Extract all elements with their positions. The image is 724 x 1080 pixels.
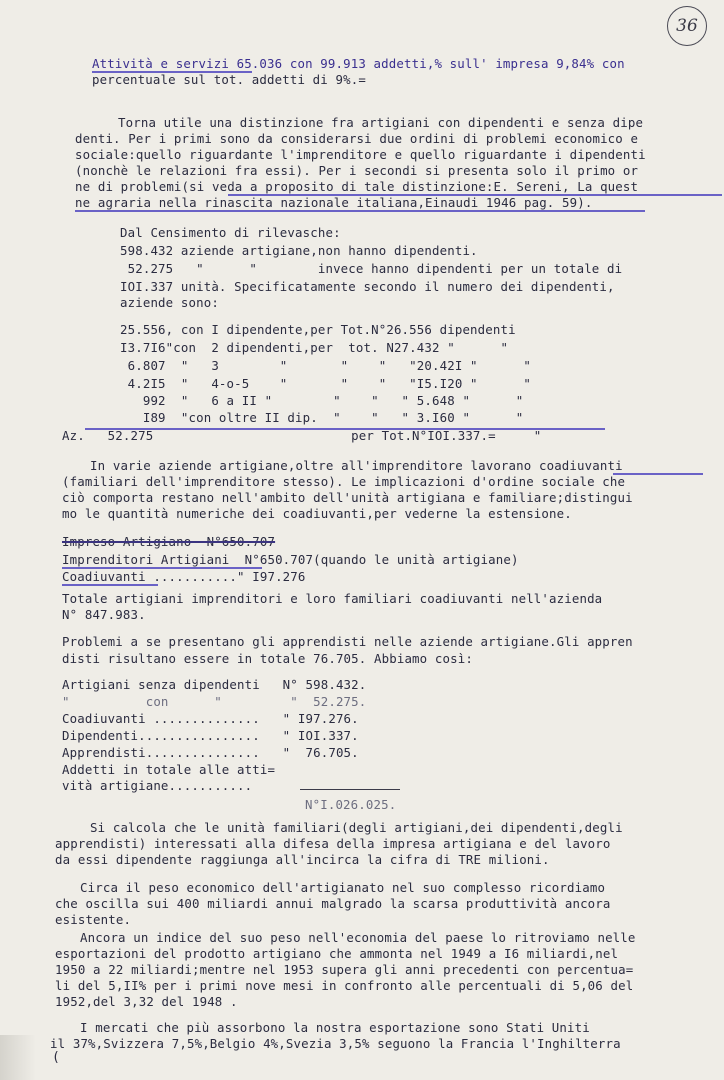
edge-smudge bbox=[0, 1035, 36, 1080]
summary-total-rule bbox=[300, 789, 400, 790]
summary-row: Apprendisti............... " 76.705. bbox=[62, 745, 359, 760]
text-line: aziende sono: bbox=[120, 295, 219, 310]
underline bbox=[613, 473, 703, 475]
text-line: 1952,del 3,32 del 1948 . bbox=[55, 994, 238, 1009]
text-line: il 37%,Svizzera 7,5%,Belgio 4%,Svezia 3,5% seguono la Francia l'Inghilterra bbox=[50, 1036, 621, 1051]
table-row: I3.7I6"con 2 dipendenti,per tot. N27.432 " " bbox=[120, 340, 509, 355]
text-line: Circa il peso economico dell'artigianato nel suo complesso ricordiamo bbox=[80, 880, 606, 895]
table-row: 992 " 6 a II " " " " 5.648 " " bbox=[120, 393, 524, 408]
text-line: 52.275 " " invece hanno dipendenti per un totale di bbox=[120, 261, 623, 276]
text-line: Coadiuvanti ..........." I97.276 bbox=[62, 569, 306, 584]
text-line: 1950 a 22 miliardi;mentre nel 1953 supera gli anni precedenti con percentua= bbox=[55, 962, 634, 977]
text-line: In varie aziende artigiane,oltre all'imprenditore lavorano coadiuvanti bbox=[90, 458, 623, 473]
text-line: denti. Per i primi sono da considerarsi due ordini di problemi economico e bbox=[75, 131, 639, 146]
page-number-circle bbox=[667, 6, 707, 46]
text-line: li del 5,II% per i primi nove mesi in confronto alle percentuali di 5,06 del bbox=[55, 978, 634, 993]
text-line: Ancora un indice del suo peso nell'economia del paese lo ritroviamo nelle bbox=[80, 930, 636, 945]
text-line: ( bbox=[52, 1050, 60, 1065]
table-row: 4.2I5 " 4-o-5 " " " "I5.I20 " " bbox=[120, 376, 531, 391]
text-line: I mercati che più assorbono la nostra esportazione sono Stati Uniti bbox=[80, 1020, 590, 1035]
summary-total: N°I.026.025. bbox=[305, 797, 397, 812]
underline bbox=[75, 210, 645, 212]
table-row: 6.807 " 3 " " " "20.42I " " bbox=[120, 358, 531, 373]
text-line: sociale:quello riguardante l'imprenditore e quello riguardante i dipendenti bbox=[75, 147, 646, 162]
text-line: ciò comporta restano nell'ambito dell'unità artigiana e familiare;distingui bbox=[62, 490, 633, 505]
text-line: apprendisti) interessati alla difesa della impresa artigiana e del lavoro bbox=[55, 836, 611, 851]
struck-line: Impreso-Artigiano--N°650.707 bbox=[62, 534, 276, 549]
text-line: Problemi a se presentano gli apprendisti nelle aziende artigiane.Gli appren bbox=[62, 634, 633, 649]
text-line: disti risultano essere in totale 76.705. Abbiamo così: bbox=[62, 651, 473, 666]
text-line: Imprenditori Artigiani N°650.707(quando le unità artigiane) bbox=[62, 552, 519, 567]
summary-row: Artigiani senza dipendenti N° 598.432. bbox=[62, 677, 367, 692]
text-line: esportazioni del prodotto artigiano che ammonta nel 1949 a I6 miliardi,nel bbox=[55, 946, 619, 961]
text-line: (nonchè le relazioni fra essi). Per i secondi si presenta solo il primo or bbox=[75, 163, 639, 178]
text-line: (familiari dell'imprenditore stesso). Le implicazioni d'ordine sociale che bbox=[62, 474, 626, 489]
text-line: Totale artigiani imprenditori e loro familiari coadiuvanti nell'azienda bbox=[62, 591, 603, 606]
summary-row: Coadiuvanti .............. " I97.276. bbox=[62, 711, 359, 726]
text-line: esistente. bbox=[55, 912, 132, 927]
text-line: Dal Censimento di rilevasche: bbox=[120, 225, 341, 240]
text-line: Attività e servizi 65.036 con 99.913 addetti,% sull' impresa 9,84% con bbox=[92, 56, 625, 71]
text-line: 598.432 aziende artigiane,non hanno dipendenti. bbox=[120, 243, 478, 258]
text-line: N° 847.983. bbox=[62, 607, 146, 622]
summary-row: " con " " 52.275. bbox=[62, 694, 367, 709]
table-row: I89 "con oltre II dip. " " " 3.I60 " " bbox=[120, 410, 524, 425]
summary-row: vità artigiane........... bbox=[62, 778, 253, 793]
text-line: ne agraria nella rinascita nazionale italiana,Einaudi 1946 pag. 59). bbox=[75, 195, 593, 210]
text-line: Torna utile una distinzione fra artigiani con dipendenti e senza dipe bbox=[118, 115, 644, 130]
text-line: che oscilla sui 400 miliardi annui malgrado la scarsa produttività ancora bbox=[55, 896, 611, 911]
text-line: da essi dipendente raggiunga all'incirca la cifra di TRE milioni. bbox=[55, 852, 550, 867]
underline bbox=[62, 584, 158, 586]
summary-row: Dipendenti................ " IOI.337. bbox=[62, 728, 359, 743]
text-line: mo le quantità numeriche dei coadiuvanti,per vederne la estensione. bbox=[62, 506, 572, 521]
text-line: IOI.337 unità. Specificatamente secondo il numero dei dipendenti, bbox=[120, 279, 615, 294]
text-line: ne di problemi(si veda a proposito di tale distinzione:E. Sereni, La quest bbox=[75, 179, 639, 194]
page-number: 36 bbox=[676, 16, 698, 36]
table-row: 25.556, con I dipendente,per Tot.N°26.556 dipendenti bbox=[120, 322, 516, 337]
text-line: percentuale sul tot. addetti di 9%.= bbox=[92, 72, 366, 87]
text-line: Si calcola che le unità familiari(degli artigiani,dei dipendenti,degli bbox=[90, 820, 623, 835]
summary-row: Addetti in totale alle atti= bbox=[62, 762, 276, 777]
table-total-row: Az. 52.275 per Tot.N°IOI.337.= " bbox=[62, 428, 542, 443]
